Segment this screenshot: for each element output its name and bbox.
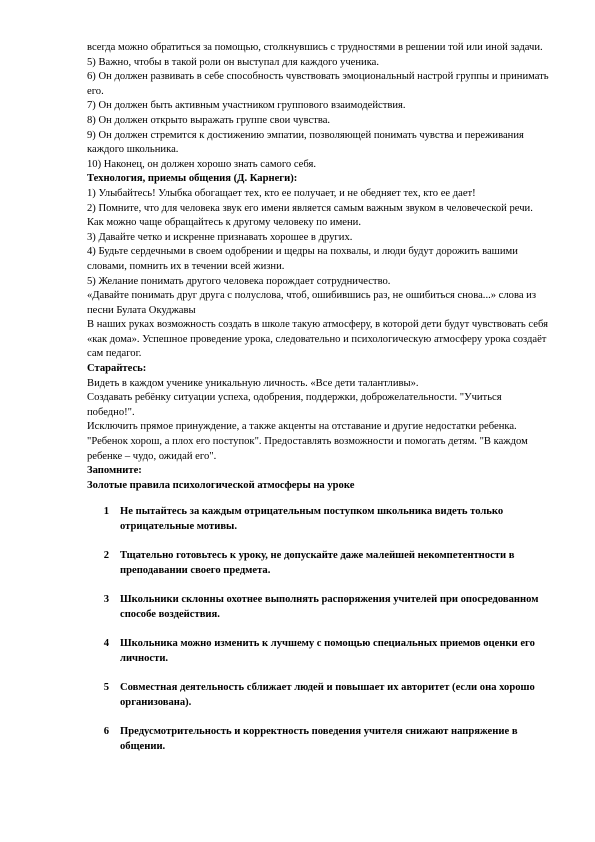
list-item-6: 6) Он должен развивать в себе способность чувствовать эмоциональный настрой группы и принимать его.	[87, 71, 549, 97]
list-item	[87, 637, 549, 666]
list-item-text: Школьники склонны охотнее выполнять распоряжения учителей при опосредованном способе воздействия.	[120, 594, 539, 620]
list-item	[87, 505, 549, 534]
try-item-3: Исключить прямое принуждение, а также акценты на отставание и другие недостатки ребенка. "Ребенок хорош, а плох его поступок". Предоставлять возможности и помогать детям. "В каждом ребенке – чудо, ожидай его".	[87, 421, 528, 462]
list-item-text: Не пытайтесь за каждым отрицательным поступком школьника видеть только отрицательные мотивы.	[120, 506, 504, 532]
list-item-number: 2	[103, 550, 109, 562]
document-body	[87, 41, 549, 769]
remember-heading: Запомните:	[87, 465, 142, 477]
technology-item-2: 2) Помните, что для человека звук его имени является самым важным звуком в человеческой речи. Как можно чаще обращайтесь к другому человеку по имени.	[87, 202, 533, 229]
list-item	[87, 725, 549, 754]
list-item-5: 5) Важно, чтобы в такой роли он выступал для каждого ученика.	[87, 56, 380, 68]
technology-item-5: 5) Желание понимать другого человека порождает сотрудничество.	[87, 275, 391, 287]
technology-item-1: 1) Улыбайтесь! Улыбка обогащает тех, кто ее получает, и не обедняет тех, кто ее дает!	[87, 187, 476, 199]
paragraph-continuation: всегда можно обратиться за помощью, столкнувшись с трудностями в решении той или иной задачи.	[87, 42, 543, 53]
try-heading: Старайтесь:	[87, 363, 147, 375]
list-item-number: 3	[103, 594, 109, 606]
list-item-10: 10) Наконец, он должен хорошо знать самого себя.	[87, 158, 317, 170]
list-item-text: Совместная деятельность сближает людей и повышает их авторитет (если она хорошо организована).	[120, 682, 535, 708]
try-item-2: Создавать ребёнку ситуации успеха, одобрения, поддержки, доброжелательности. "Учиться победно!".	[87, 392, 502, 418]
list-item-text: Школьника можно изменить к лучшему с помощью специальных приемов оценки его личности.	[120, 638, 535, 664]
atmosphere-paragraph: В наших руках возможность создать в школе такую атмосферу, в которой дети будут чувствовать себя «как дома». Успешное проведение урока, следовательно и психологическую атмосферу урока создаёт сам педагог.	[87, 319, 548, 360]
list-item	[87, 549, 549, 578]
rules-heading: Золотые правила психологической атмосферы на уроке	[87, 479, 355, 491]
golden-rules-list	[87, 505, 549, 754]
list-item	[87, 593, 549, 622]
technology-heading: Технология, приемы общения (Д. Карнеги):	[87, 173, 298, 185]
list-item-number: 1	[103, 506, 109, 518]
list-item-number: 6	[103, 726, 109, 738]
list-item-text: Тщательно готовьтесь к уроку, не допускайте даже малейшей некомпетентности в преподавании своего предмета.	[120, 550, 515, 576]
technology-item-3: 3) Давайте четко и искренне признавать хорошее в других.	[87, 231, 353, 243]
list-item-9: 9) Он должен стремится к достижению эмпатии, позволяющей понимать чувства и переживания каждого школьника.	[87, 129, 524, 156]
list-item-text: Предусмотрительность и корректность поведения учителя снижают напряжение в общении.	[120, 726, 518, 752]
list-item-number: 4	[103, 638, 109, 650]
list-item	[87, 681, 549, 710]
list-item-number: 5	[103, 682, 109, 694]
song-quote: «Давайте понимать друг друга с полуслова, чтоб, ошибившись раз, не ошибиться снова...» слова из песни Булата Окуджавы	[87, 290, 537, 316]
try-item-1: Видеть в каждом ученике уникальную личность. «Все дети талантливы».	[87, 377, 419, 389]
list-item-8: 8) Он должен открыто выражать группе свои чувства.	[87, 114, 331, 126]
technology-item-4: 4) Будьте сердечными в своем одобрении и щедры на похвалы, и люди будут дорожить вашими словами, помнить их в течении всей жизни.	[87, 246, 518, 272]
list-item-7: 7) Он должен быть активным участником группового взаимодействия.	[87, 100, 406, 112]
